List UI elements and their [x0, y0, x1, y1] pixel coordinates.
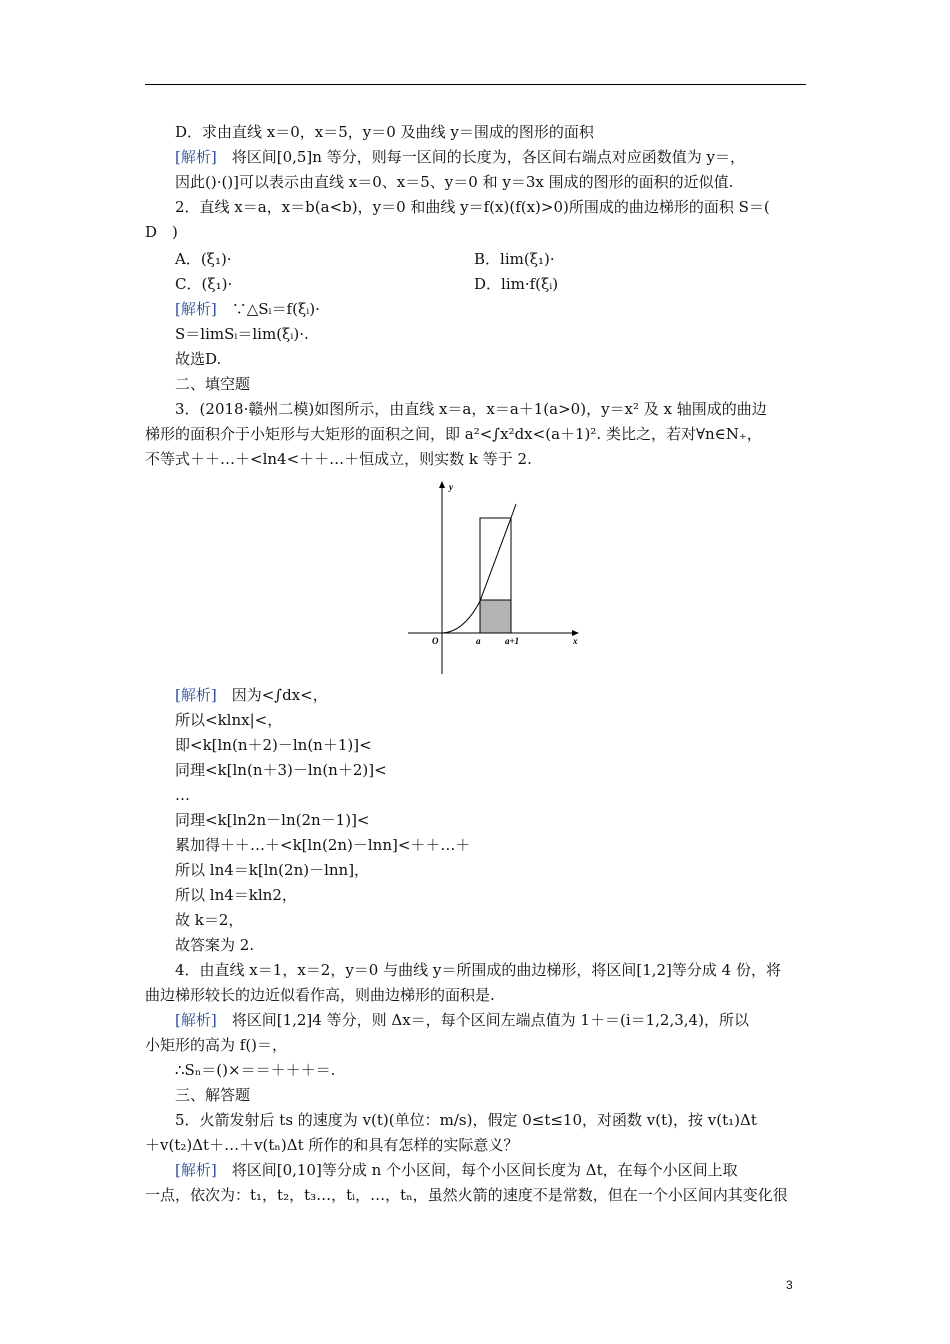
text-line: [175, 735, 372, 755]
line-text: 二、填空题: [175, 375, 251, 393]
line-text: 即<k[ln(n＋2)－ln(n＋1)]<: [175, 736, 372, 754]
line-text: 三、解答题: [175, 1086, 251, 1104]
line-text: 4．由直线 x＝1，x＝2，y＝0 与曲线 y＝所围成的曲边梯形，将区间[1,2]等分成 4 份，将: [175, 961, 781, 979]
text-line: [175, 760, 387, 780]
line-text: 不等式＋＋…＋<ln4<＋＋…＋恒成立，则实数 k 等于 2.: [145, 450, 532, 468]
text-line: [145, 449, 532, 469]
line-text: 同理<k[ln(n＋3)－ln(n＋2)]<: [175, 761, 387, 779]
page-number: 3: [786, 1278, 793, 1292]
line-text: 小矩形的高为 f()＝，: [145, 1036, 288, 1054]
line-text: 2．直线 x＝a，x＝b(a<b)，y＝0 和曲线 y＝f(x)(f(x)>0)所围成的曲边梯形的面积 S＝(: [175, 198, 770, 216]
text-line: [145, 1185, 788, 1205]
line-text: 故 k＝2，: [175, 911, 244, 929]
text-line: [145, 424, 762, 444]
line-text: 3．(2018·赣州二模)如图所示，由直线 x＝a，x＝a＋1(a>0)，y＝x² 及 x 轴围成的曲边: [175, 400, 767, 418]
text-line: [175, 172, 733, 192]
line-text: A．(ξ₁)·: [175, 250, 232, 268]
line-text: 曲边梯形较长的边近似看作高，则曲边梯形的面积是.: [145, 986, 495, 1004]
text-line: [145, 222, 178, 242]
text-line: [175, 860, 369, 880]
text-line: [175, 785, 190, 805]
text-line: [474, 249, 555, 269]
line-text: ∵△Sᵢ＝f(ξᵢ)·: [216, 300, 320, 318]
line-text: 所以 ln4＝k[ln(2n)－lnn]，: [175, 861, 370, 879]
area-figure: [404, 480, 584, 676]
text-line: [145, 1135, 518, 1155]
line-text: 将区间[0,10]等分成 n 个小区间，每个小区间长度为 Δt，在每个小区间上取: [216, 1161, 738, 1179]
line-text: D ): [145, 223, 178, 241]
small-rectangle: [480, 600, 511, 633]
line-text: 梯形的面积介于小矩形与大矩形的面积之间，即 a²<∫x²dx<(a＋1)². 类比之，若对∀n∈N₊，: [145, 425, 762, 443]
line-text: 所以<klnx|<，: [175, 711, 283, 729]
line-text: C．(ξ₁)·: [175, 275, 233, 293]
line-text: 将区间[1,2]4 等分，则 Δx＝，每个区间左端点值为 1＋＝(i＝1,2,3,4)，所以: [216, 1011, 749, 1029]
line-text: 因为<∫dx<，: [216, 686, 328, 704]
text-line: [474, 274, 558, 294]
text-line: [145, 1035, 287, 1055]
line-text: 同理<k[ln2n－ln(2n－1)]<: [175, 811, 370, 829]
line-text: 因此()·()]可以表示由直线 x＝0、x＝5、y＝0 和 y＝3x 围成的图形的面积的近似值.: [175, 173, 734, 191]
text-line: [175, 197, 770, 217]
line-text: 故选D.: [175, 350, 222, 368]
text-line: [175, 1085, 250, 1105]
origin-label: O: [432, 636, 439, 646]
y-axis-arrow: [439, 481, 445, 488]
tick-a-label: a: [476, 636, 481, 646]
line-text: 所以 ln4＝kln2，: [175, 886, 297, 904]
text-line: [175, 122, 594, 142]
text-line: [175, 1160, 738, 1180]
line-text: ∴Sₙ＝()×＝＝＋＋＋＝.: [175, 1061, 336, 1079]
line-text: 一点，依次为：t₁，t₂，t₃…，tᵢ，…，tₙ，虽然火箭的速度不是常数，但在一个小区间内其变化很: [145, 1186, 788, 1204]
x-axis-label: x: [573, 636, 578, 646]
text-line: [175, 1010, 749, 1030]
text-line: [175, 1110, 757, 1130]
line-text: D．求由直线 x＝0，x＝5，y＝0 及曲线 y＝围成的图形的面积: [175, 123, 594, 141]
text-line: [175, 1060, 335, 1080]
text-line: [175, 910, 243, 930]
text-line: [175, 885, 297, 905]
text-line: [175, 147, 745, 167]
line-text: ＋v(t₂)Δt＋…＋v(tₙ)Δt 所作的和具有怎样的实际意义？: [145, 1136, 519, 1154]
text-line: [175, 374, 250, 394]
y-axis-label: y: [449, 482, 453, 492]
line-text: D．lim·f(ξᵢ): [474, 275, 559, 293]
text-line: [175, 399, 767, 419]
analysis-tag: [解析]: [175, 686, 217, 704]
text-line: [175, 685, 328, 705]
line-text: 将区间[0,5]n 等分，则每一区间的长度为，各区间右端点对应函数值为 y＝，: [216, 148, 745, 166]
line-text: B．lim(ξ₁)·: [474, 250, 555, 268]
text-line: [175, 349, 221, 369]
text-line: [175, 710, 282, 730]
line-text: 5．火箭发射后 ts 的速度为 v(t)(单位：m/s)，假定 0≤t≤10，对函数 v(t)，按 v(t₁)Δt: [175, 1111, 757, 1129]
text-line: [175, 249, 232, 269]
text-line: [145, 985, 495, 1005]
header-rule: [145, 84, 806, 85]
text-line: [175, 835, 470, 855]
analysis-tag: [解析]: [175, 148, 217, 166]
line-text: S＝limSᵢ＝lim(ξᵢ)·.: [175, 325, 309, 343]
analysis-tag: [解析]: [175, 1011, 217, 1029]
analysis-tag: [解析]: [175, 1161, 217, 1179]
line-text: …: [175, 786, 190, 804]
figure-svg: [404, 480, 584, 676]
text-line: [175, 324, 309, 344]
text-line: [175, 935, 254, 955]
text-line: [175, 274, 232, 294]
text-line: [175, 299, 320, 319]
analysis-tag: [解析]: [175, 300, 217, 318]
text-line: [175, 810, 370, 830]
text-line: [175, 960, 781, 980]
line-text: 累加得＋＋…＋<k[ln(2n)－lnn]<＋＋…＋: [175, 836, 471, 854]
line-text: 故答案为 2.: [175, 936, 255, 954]
tick-a1-label: a+1: [505, 636, 520, 646]
